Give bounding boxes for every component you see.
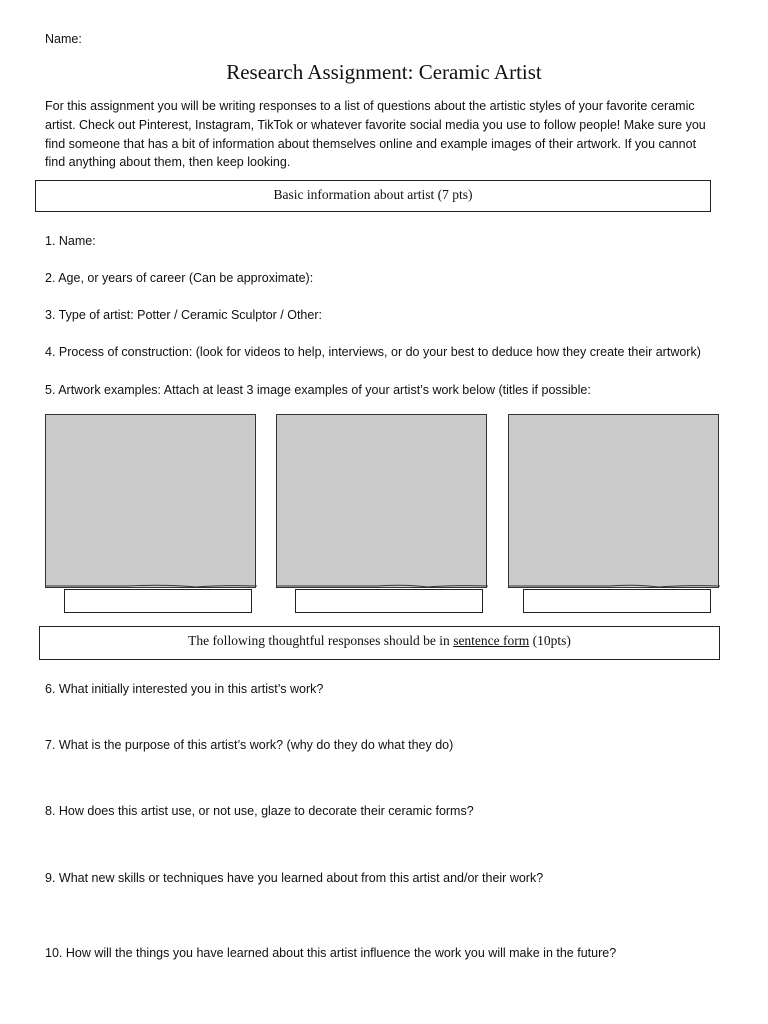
page-title: Research Assignment: Ceramic Artist [226,60,542,84]
question-6: 6. What initially interested you in this artist’s work? [45,682,324,696]
question-8: 8. How does this artist use, or not use, glaze to decorate their ceramic forms? [45,804,474,818]
question-2: 2. Age, or years of career (Can be approximate): [45,271,314,285]
caption-box-1[interactable] [64,589,252,613]
section-header-label: Basic information about artist (7 pts) [273,187,473,202]
intro-line: find anything about them, then keep looking. [45,155,291,170]
question-10: 10. How will the things you have learned about this artist influence the work you will make in the future? [45,946,617,960]
question-3: 3. Type of artist: Potter / Ceramic Sculptor / Other: [45,308,322,322]
image-placeholder-1 [45,414,256,588]
intro-line: artist. Check out Pinterest, Instagram, TikTok or whatever favorite social media you use to follow people! Make sure you [45,117,706,132]
question-1: 1. Name: [45,234,96,248]
question-5: 5. Artwork examples: Attach at least 3 image examples of your artist’s work below (titles if possible: [45,383,591,397]
name-label: Name: [45,32,82,46]
image-placeholder-2 [276,414,487,588]
section-header-label-underlined: sentence form [453,633,530,648]
question-7: 7. What is the purpose of this artist’s work? (why do they do what they do) [45,738,454,752]
section-header-label-before: The following thoughtful responses should be in [188,633,454,648]
section-header-responses [39,626,720,660]
question-9: 9. What new skills or techniques have you learned about from this artist and/or their work? [45,871,544,885]
section-header-label-after: (10pts) [529,633,571,648]
intro-paragraph [45,97,735,172]
section-header-basic-info [35,180,711,212]
caption-box-3[interactable] [523,589,711,613]
question-4: 4. Process of construction: (look for videos to help, interviews, or do your best to deduce how they create their artwork) [45,345,701,359]
intro-line: For this assignment you will be writing responses to a list of questions about the artistic styles of your favorite ceramic [45,99,695,113]
caption-box-2[interactable] [295,589,483,613]
image-placeholder-3 [508,414,719,588]
intro-line: find someone that has a bit of information about themselves online and example images of their artwork. If you cannot [45,136,697,151]
